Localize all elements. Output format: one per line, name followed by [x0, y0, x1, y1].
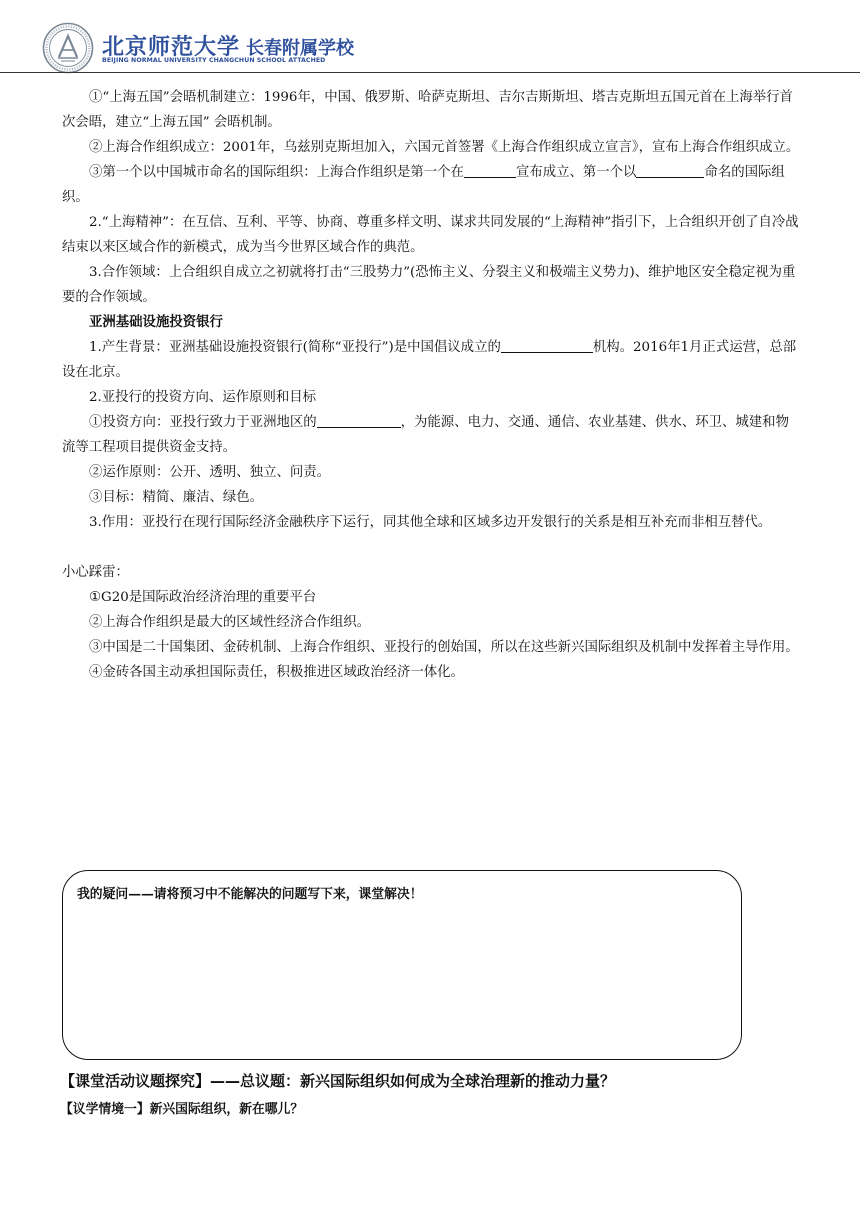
fill-blank-3[interactable] — [501, 336, 593, 353]
caution-item-2: ②上海合作组织是最大的区域性经济合作组织。 — [89, 615, 371, 630]
sco-paragraph-1: ①“上海五国”会晤机制建立：1996年，中国、俄罗斯、哈萨克斯坦、吉尔吉斯斯坦、塔吉克斯坦五国元首在上海举行首次会晤，建立“上海五国” 会晤机制。 — [62, 90, 793, 130]
question-box[interactable] — [62, 870, 742, 1060]
spacer — [62, 535, 800, 560]
activity-subtitle: 【议学情境一】新兴国际组织，新在哪儿？ — [60, 1102, 304, 1117]
aiib-p1-text-a: 1.产生背景：亚洲基础设施投资银行(简称“亚投行”)是中国倡议成立的 — [89, 340, 501, 355]
sco-paragraph-3 — [62, 160, 800, 210]
fill-blank-2[interactable] — [636, 161, 704, 178]
aiib-paragraph-3 — [62, 410, 800, 460]
aiib-p1-text-b: 机构。2016年1月正式运营，总部设在北京。 — [62, 340, 797, 380]
sco-paragraph-4: 2.“上海精神”：在互信、互利、平等、协商、尊重多样文明、谋求共同发展的“上海精神”指引下，上合组织开创了自冷战结束以来区域合作的新模式，成为当今世界区域合作的典范。 — [62, 215, 799, 255]
caution-heading: 小心踩雷： — [62, 565, 129, 580]
aiib-p3-text-b: ，为能源、电力、交通、通信、农业基建、供水、环卫、城建和物流等工程项目提供资金支持。 — [62, 415, 789, 455]
sco-p3-text-c: 命名的国际组织。 — [62, 165, 785, 205]
school-seal-logo — [42, 22, 94, 74]
aiib-paragraph-4: ②运作原则：公开、透明、独立、问责。 — [89, 465, 331, 480]
aiib-paragraph-6: 3.作用：亚投行在现行国际经济金融秩序下运行，同其他全球和区域多边开发银行的关系是相互补充而非相互替代。 — [89, 515, 772, 530]
sco-p3-text-b: 宣布成立、第一个以 — [515, 165, 637, 180]
aiib-p3-text-a: ①投资方向：亚投行致力于亚洲地区的 — [89, 415, 317, 430]
caution-item-4: ④金砖各国主动承担国际责任，积极推进区域政治经济一体化。 — [89, 665, 464, 680]
aiib-paragraph-5: ③目标：精简、廉洁、绿色。 — [89, 490, 264, 505]
school-name-sub: 长春附属学校 — [246, 38, 355, 59]
school-name-cn: 北京师范大学 — [102, 35, 241, 60]
sco-paragraph-5: 3.合作领域：上合组织自成立之初就将打击“三股势力”(恐怖主义、分裂主义和极端主义势力)、维护地区安全稳定视为重要的合作领域。 — [62, 265, 796, 305]
aiib-heading: 亚洲基础设施投资银行 — [89, 315, 223, 330]
question-box-title: 我的疑问——请将预习中不能解决的问题写下来，课堂解决！ — [77, 887, 423, 902]
activity-title: 【课堂活动议题探究】——总议题：新兴国际组织如何成为全球治理新的推动力量？ — [60, 1072, 616, 1090]
sco-p3-text-a: ③第一个以中国城市命名的国际组织：上海合作组织是第一个在 — [89, 165, 464, 180]
aiib-paragraph-1 — [62, 335, 800, 385]
caution-item-3: ③中国是二十国集团、金砖机制、上海合作组织、亚投行的创始国，所以在这些新兴国际组织及机制中发挥着主导作用。 — [89, 640, 799, 655]
school-name-en: BEIJING NORMAL UNIVERSITY CHANGCHUN SCHOOL ATTACHED — [102, 57, 326, 64]
fill-blank-1[interactable] — [464, 161, 516, 178]
document-body — [62, 85, 800, 685]
header-divider — [0, 72, 860, 73]
sco-paragraph-2: ②上海合作组织成立：2001年，乌兹别克斯坦加入，六国元首签署《上海合作组织成立宣言》，宣布上海合作组织成立。 — [89, 140, 800, 155]
aiib-paragraph-2: 2.亚投行的投资方向、运作原则和目标 — [89, 390, 317, 405]
page-header — [0, 0, 860, 78]
fill-blank-4[interactable] — [317, 411, 401, 428]
caution-item-1: ①G20是国际政治经济治理的重要平台 — [89, 590, 317, 605]
